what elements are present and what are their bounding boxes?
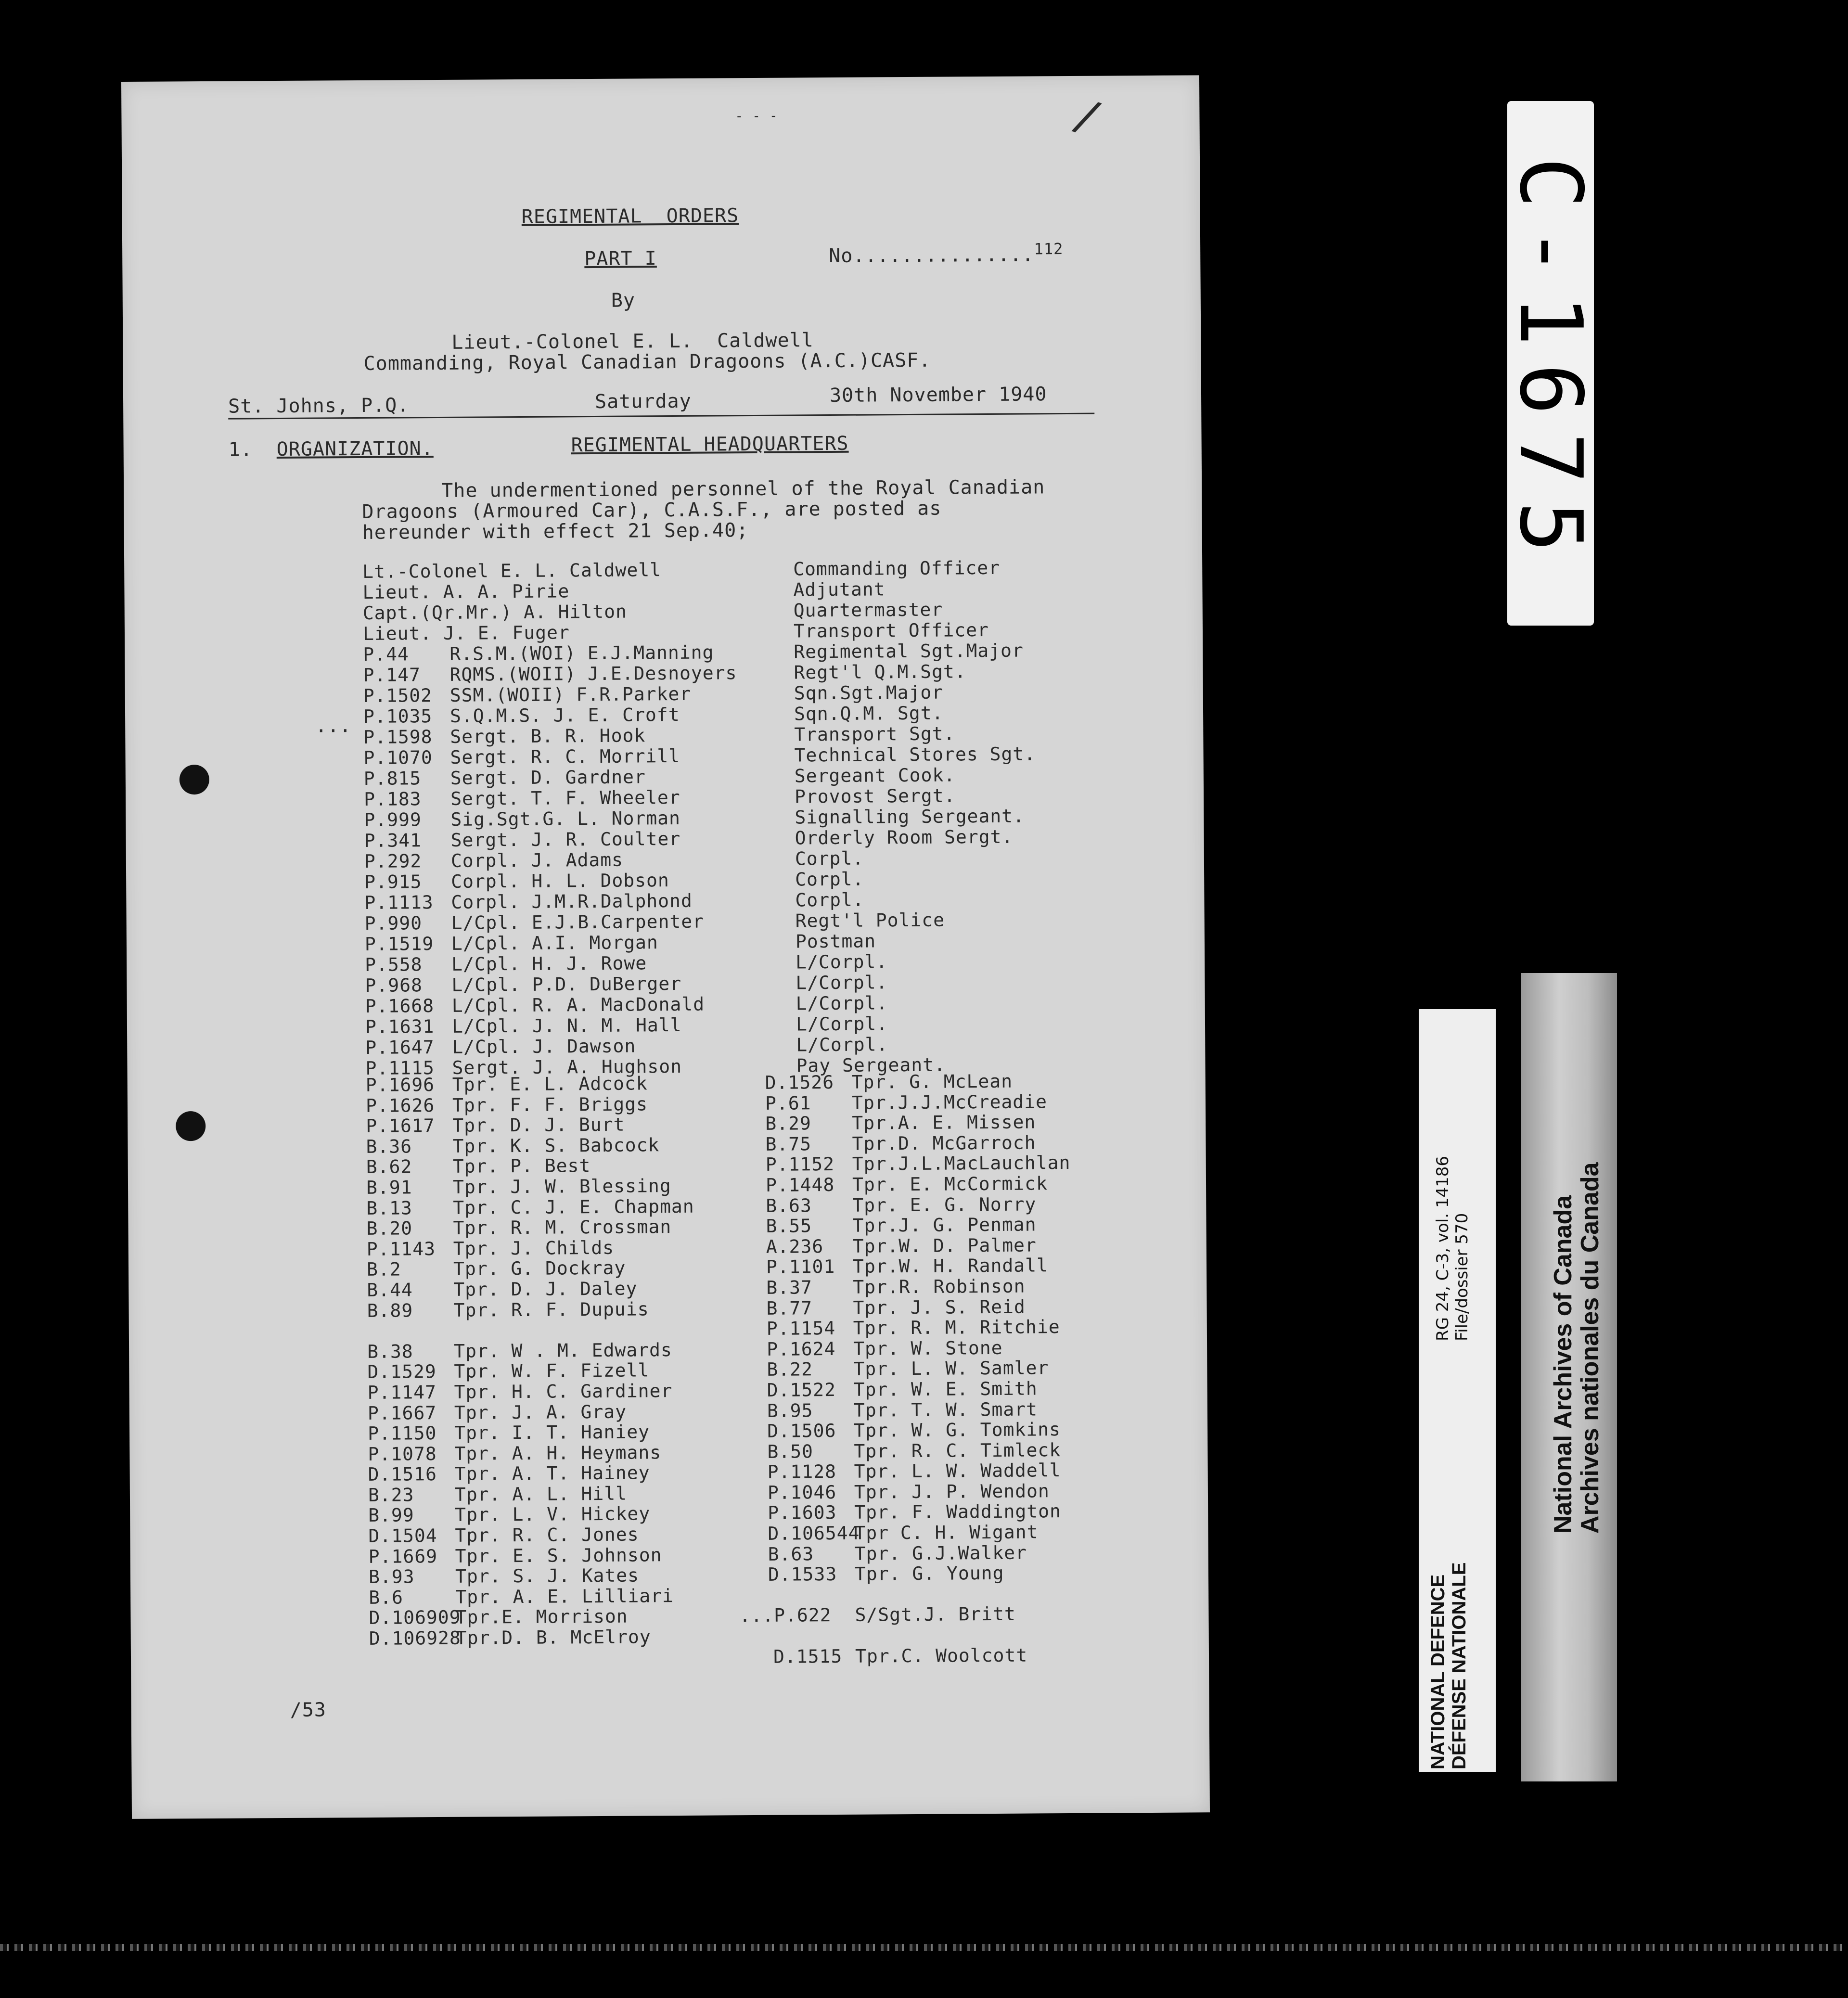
trooper-name: Tpr.J.L.MacLauchlan <box>852 1152 1071 1175</box>
service-number: B.6 <box>369 1587 404 1608</box>
trooper-name: Tpr. R. C. Timleck <box>854 1439 1061 1462</box>
person-name: Lieut. J. E. Fuger <box>362 622 570 644</box>
service-number: P.990 <box>364 912 423 934</box>
trooper-name: Tpr. H. C. Gardiner <box>454 1380 673 1403</box>
service-number: B.50 <box>767 1440 814 1462</box>
trooper-name: Tpr. A. T. Hainey <box>454 1462 650 1485</box>
service-number: B.75 <box>765 1133 812 1155</box>
reel-number-label <box>1501 101 1601 626</box>
trooper-name: Tpr. R. C. Jones <box>455 1524 639 1546</box>
appointment: Regimental Sgt.Major <box>794 640 1024 663</box>
service-number: B.95 <box>767 1399 813 1422</box>
service-number: B.99 <box>368 1504 414 1526</box>
service-number: P.1152 <box>765 1153 835 1176</box>
service-number: B.89 <box>367 1299 413 1321</box>
film-edge <box>0 1944 1848 1951</box>
trooper-name: Tpr. P. Best <box>452 1155 591 1178</box>
trooper-name: Tpr. L. W. Waddell <box>854 1460 1061 1483</box>
service-number: D.1526 <box>765 1071 834 1093</box>
trooper-roster <box>365 1070 1071 1669</box>
appointment: L/Corpl. <box>796 1013 888 1035</box>
person-name: Corpl. J. Adams <box>450 849 624 871</box>
trooper-name: Tpr.A. E. Missen <box>852 1111 1036 1134</box>
reference-label <box>1419 1009 1496 1772</box>
trooper-name: Tpr.J. G. Penman <box>852 1214 1037 1236</box>
by-label: By <box>611 289 636 312</box>
appointment: Regt'l Police <box>795 909 945 932</box>
service-number: D.1529 <box>367 1361 436 1383</box>
service-number: P.1647 <box>365 1037 435 1058</box>
service-number: P.1668 <box>365 995 435 1017</box>
order-number: 112 <box>1034 240 1064 258</box>
service-number: B.93 <box>368 1566 415 1588</box>
service-number: B.20 <box>366 1217 413 1240</box>
unit-line: Commanding, Royal Canadian Dragoons (A.C.)CASF. <box>363 349 931 375</box>
trooper-name: Tpr. J. S. Reid <box>853 1296 1026 1319</box>
trooper-name: Tpr.J.J.McCreadie <box>851 1090 1048 1114</box>
reel-number: C-1675 <box>1501 156 1601 570</box>
appointment: Provost Sergt. <box>794 785 956 807</box>
person-name: L/Cpl. R. A. MacDonald <box>451 993 705 1016</box>
punch-hole <box>176 1111 205 1141</box>
day: Saturday <box>594 390 692 413</box>
trooper-name: Tpr.D. B. McElroy <box>455 1626 651 1649</box>
trooper-name: Tpr.W. D. Palmer <box>852 1234 1037 1257</box>
trooper-name: Tpr. J. P. Wendon <box>854 1480 1050 1503</box>
document-page <box>121 75 1210 1819</box>
appointment: Sqn.Sgt.Major <box>794 681 944 704</box>
person-name: Lieut. A. A. Pirie <box>362 580 570 603</box>
person-name: Sergt. D. Gardner <box>450 766 646 789</box>
service-number: B.37 <box>766 1277 812 1298</box>
person-name: L/Cpl. P.D. DuBerger <box>451 973 682 996</box>
service-number: P.1669 <box>368 1545 438 1567</box>
service-number: B.44 <box>367 1279 413 1301</box>
trooper-name: Tpr. C. J. E. Chapman <box>453 1195 694 1218</box>
service-number: D.1506 <box>767 1420 836 1442</box>
trooper-name: Tpr. W. F. Fizell <box>454 1359 650 1383</box>
commanding-officer-name: Lieut.-Colonel E. L. Caldwell <box>451 329 814 354</box>
department-text <box>1427 1563 1470 1769</box>
service-number: P.558 <box>365 954 423 975</box>
trooper-name: Tpr. J. A. Gray <box>454 1401 627 1423</box>
appointment: Pay Sergeant. <box>796 1054 946 1076</box>
trooper-name: Tpr. L. W. Samler <box>853 1357 1049 1380</box>
trooper-name: Tpr. R. F. Dupuis <box>453 1298 649 1321</box>
person-name: Sergt. J. A. Hughson <box>452 1055 682 1078</box>
trooper-name: Tpr. F. Waddington <box>854 1500 1062 1524</box>
service-number: D.1504 <box>368 1525 437 1547</box>
service-number: D.106544 <box>768 1522 860 1544</box>
trooper-name: Tpr. E. S. Johnson <box>455 1544 662 1567</box>
trooper-name: Tpr. S. J. Kates <box>455 1564 640 1588</box>
service-number: B.22 <box>767 1358 813 1381</box>
section-title: ORGANIZATION. <box>276 437 434 461</box>
appointment: Corpl. <box>795 847 864 870</box>
person-name: L/Cpl. J. Dawson <box>452 1035 636 1058</box>
person-name: L/Cpl. E.J.B.Carpenter <box>451 910 705 934</box>
handwritten-tick: / <box>1067 88 1108 145</box>
service-number: B.13 <box>366 1197 412 1219</box>
appointment: L/Corpl. <box>796 951 888 973</box>
service-number: P.1603 <box>768 1502 837 1524</box>
trooper-name: Tpr.D. McGarroch <box>852 1132 1036 1154</box>
trooper-name: Tpr. A. H. Heymans <box>454 1441 662 1464</box>
service-number: P.292 <box>364 850 422 872</box>
orders-title: REGIMENTAL ORDERS <box>521 205 739 228</box>
section-subtitle: REGIMENTAL HEADQUARTERS <box>571 432 849 457</box>
intro-line-2: Dragoons (Armoured Car), C.A.S.F., are posted as <box>362 497 942 523</box>
trooper-name: Tpr.W. H. Randall <box>852 1255 1049 1278</box>
person-name: Capt.(Qr.Mr.) A. Hilton <box>362 601 628 624</box>
service-number: B.63 <box>768 1543 814 1565</box>
service-number: B.77 <box>766 1297 813 1319</box>
appointment: Signalling Sergeant. <box>795 805 1025 828</box>
intro-line-3: hereunder with effect 21 Sep.40; <box>362 519 749 544</box>
trooper-name: Tpr. R. M. Ritchie <box>853 1316 1060 1339</box>
service-number: P.815 <box>363 768 422 789</box>
appointment: Transport Sgt. <box>794 723 955 745</box>
service-number: P.341 <box>364 830 422 851</box>
service-number: P.1626 <box>365 1094 435 1116</box>
trooper-name: Tpr. D. J. Burt <box>452 1114 625 1137</box>
person-name: Sig.Sgt.G. L. Norman <box>450 807 681 830</box>
trooper-name: Tpr. J. Childs <box>453 1237 615 1259</box>
trooper-name: Tpr. T. W. Smart <box>853 1398 1038 1421</box>
archives-label <box>1521 973 1617 1781</box>
service-number: P.1115 <box>365 1057 435 1079</box>
person-name: L/Cpl. H. J. Rowe <box>451 952 647 975</box>
service-number: P.1667 <box>367 1402 437 1424</box>
service-number: B.55 <box>766 1215 812 1237</box>
trooper-name: Tpr. W . M. Edwards <box>453 1339 672 1362</box>
file-reference <box>1433 1156 1472 1341</box>
service-number: D.1515 <box>773 1645 843 1667</box>
trooper-name: Tpr. L. V. Hickey <box>455 1503 651 1526</box>
service-number: B.62 <box>366 1156 412 1178</box>
service-number: P.1113 <box>364 892 434 913</box>
trooper-name: Tpr. K. S. Babcock <box>452 1134 660 1157</box>
trooper-name: Tpr. G.J.Walker <box>854 1542 1027 1564</box>
person-name: Sergt. B. R. Hook <box>450 725 646 747</box>
service-number: P.147 <box>363 664 421 686</box>
service-number: B.63 <box>766 1194 812 1217</box>
service-number: P.1448 <box>765 1174 835 1196</box>
service-number: D.106928 <box>369 1627 461 1649</box>
person-name: SSM.(WOII) F.R.Parker <box>449 683 692 706</box>
appointment: Adjutant <box>793 578 886 601</box>
archives-name-fr: Archives nationales du Canada <box>1576 1162 1604 1534</box>
trooper-name: Tpr. W. Stone <box>853 1337 1003 1359</box>
trooper-name: S/Sgt.J. Britt <box>855 1603 1016 1626</box>
service-number: P.1101 <box>766 1256 835 1278</box>
service-number: P.1617 <box>366 1115 435 1137</box>
appointment: L/Corpl. <box>796 992 888 1014</box>
trooper-name: Tpr. R. M. Crossman <box>453 1216 672 1239</box>
department-fr: DÉFENSE NATIONALE <box>1449 1562 1470 1769</box>
service-number: P.1070 <box>363 747 433 768</box>
appointment: Technical Stores Sgt. <box>794 743 1036 766</box>
service-number: B.23 <box>368 1484 414 1506</box>
service-number: P.1502 <box>363 685 433 706</box>
service-number: B.36 <box>366 1136 412 1157</box>
person-name: Sergt. R. C. Morrill <box>450 745 680 768</box>
service-number: A.236 <box>766 1235 824 1257</box>
appointment: Quartermaster <box>793 599 943 621</box>
place: St. Johns, P.Q. <box>228 394 410 418</box>
person-name: R.S.M.(WOI) E.J.Manning <box>449 641 714 665</box>
trooper-name: Tpr. E. McCormick <box>852 1173 1048 1195</box>
service-number: P.1624 <box>766 1338 836 1360</box>
punch-hole <box>180 765 209 794</box>
person-name: RQMS.(WOII) J.E.Desnoyers <box>449 662 737 685</box>
department-en: NATIONAL DEFENCE <box>1427 1574 1449 1769</box>
service-number: B.29 <box>765 1113 811 1135</box>
service-number: P.183 <box>363 788 422 810</box>
person-name: Sergt. J. R. Coulter <box>450 828 681 851</box>
trooper-name: Tpr. A. E. Lilliari <box>455 1585 674 1608</box>
trooper-name: Tpr. E. G. Norry <box>852 1193 1037 1216</box>
intro-line-1: The undermentioned personnel of the Royal Canadian <box>441 476 1045 502</box>
appointment: Corpl. <box>795 889 864 911</box>
service-number: P.1035 <box>363 705 433 727</box>
service-number: P.999 <box>364 809 422 831</box>
service-number: ...P.622 <box>739 1604 832 1627</box>
service-number: P.1046 <box>767 1481 837 1503</box>
trooper-name: Tpr. D. J. Daley <box>453 1278 638 1300</box>
trooper-name: Tpr.C. Woolcott <box>855 1644 1028 1667</box>
person-name: L/Cpl. J. N. M. Hall <box>451 1014 682 1037</box>
hq-roster <box>362 557 1036 1079</box>
person-name: S.Q.M.S. J. E. Croft <box>449 704 680 727</box>
person-name: Corpl. H. L. Dobson <box>451 870 669 892</box>
trooper-name: Tpr. W. G. Tomkins <box>854 1419 1061 1441</box>
appointment: Regt'l Q.M.Sgt. <box>794 661 966 683</box>
reference-line-2: File/dossier 570 <box>1452 1213 1472 1341</box>
service-number: D.1522 <box>767 1379 836 1401</box>
service-number: P.1150 <box>368 1422 437 1445</box>
appointment: Corpl. <box>795 868 864 890</box>
trooper-name: Tpr. W. E. Smith <box>853 1378 1038 1400</box>
person-name: L/Cpl. A.I. Morgan <box>451 932 658 954</box>
appointment: L/Corpl. <box>796 972 888 994</box>
trooper-name: Tpr. I. T. Haniey <box>454 1421 650 1444</box>
trooper-name: Tpr. A. L. Hill <box>454 1483 628 1505</box>
service-number: P.1154 <box>766 1318 836 1339</box>
service-number: D.1516 <box>368 1463 437 1486</box>
appointment: Orderly Room Sergt. <box>795 826 1014 849</box>
person-name: Lt.-Colonel E. L. Caldwell <box>362 559 662 582</box>
archives-name-en: National Archives of Canada <box>1549 1195 1577 1534</box>
service-number: P.61 <box>765 1092 811 1114</box>
person-name: Corpl. J.M.R.Dalphond <box>451 890 693 913</box>
archives-text <box>1550 1162 1604 1534</box>
appointment: Commanding Officer <box>793 557 1001 580</box>
trooper-name: Tpr. G. McLean <box>851 1070 1013 1093</box>
trooper-name: Tpr. J. W. Blessing <box>452 1175 671 1198</box>
service-number: D.106909 <box>369 1607 461 1629</box>
date: 30th November 1940 <box>829 383 1047 407</box>
reference-line-1: RG 24, C-3, vol. 14186 <box>1433 1155 1452 1341</box>
margin-mark: ... <box>315 715 352 737</box>
service-number: P.1128 <box>767 1461 837 1483</box>
service-number: P.1598 <box>363 726 433 748</box>
trooper-name: Tpr. G. Dockray <box>453 1257 626 1280</box>
service-number: B.2 <box>366 1258 401 1281</box>
service-number: P.1147 <box>367 1381 437 1403</box>
section-number: 1. <box>228 438 253 461</box>
part-label: PART I <box>584 247 657 270</box>
service-number: P.1143 <box>366 1238 436 1260</box>
service-number: D.1533 <box>768 1563 837 1586</box>
service-number: P.1696 <box>365 1074 435 1096</box>
trooper-name: Tpr.R. Robinson <box>853 1275 1026 1298</box>
trooper-name: Tpr C. H. Wigant <box>854 1521 1039 1544</box>
service-number: P.1078 <box>368 1443 437 1465</box>
trooper-name: Tpr. E. L. Adcock <box>452 1073 648 1095</box>
service-number: P.1519 <box>364 933 434 955</box>
trooper-name: Tpr.E. Morrison <box>455 1606 628 1628</box>
service-number: P.968 <box>365 974 423 996</box>
trooper-name: Tpr. G. Young <box>854 1563 1004 1585</box>
service-number: B.91 <box>366 1177 412 1198</box>
appointment: Sergeant Cook. <box>794 764 956 787</box>
appointment: Sqn.Q.M. Sgt. <box>794 702 944 725</box>
service-number: P.1631 <box>365 1016 435 1037</box>
appointment: Transport Officer <box>793 619 989 642</box>
service-number: B.38 <box>367 1341 413 1362</box>
page-mark: /53 <box>290 1699 327 1721</box>
service-number: P.915 <box>364 871 422 893</box>
appointment: Postman <box>795 930 876 952</box>
order-number-label: No...............$^{112}$ <box>829 240 1064 268</box>
top-mark: - - - <box>735 107 778 124</box>
trooper-name: Tpr. F. F. Briggs <box>452 1093 648 1116</box>
person-name: Sergt. T. F. Wheeler <box>450 786 680 809</box>
appointment: L/Corpl. <box>796 1034 888 1056</box>
service-number: P.44 <box>363 643 409 665</box>
